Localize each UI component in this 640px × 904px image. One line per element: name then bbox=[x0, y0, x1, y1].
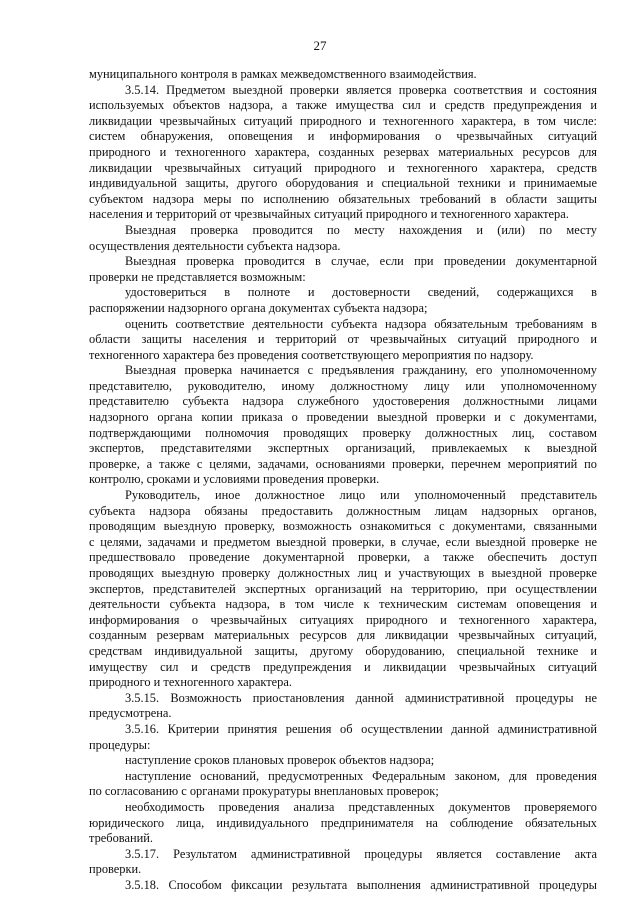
text-line: 3.5.14. Предметом выездной проверки является проверка соответствия и состояния bbox=[125, 82, 597, 97]
text-line: имуществу сил и средств предупреждения и ликвидации чрезвычайных ситуаций bbox=[89, 659, 597, 674]
text-line: проверки не представляется возможным: bbox=[89, 269, 306, 284]
text-line: населения и территорий от чрезвычайных ситуаций природного и техногенного характера. bbox=[89, 207, 569, 222]
text-line: субъектом надзора меры по исполнению обязательных требований в области защиты bbox=[89, 191, 597, 206]
text-line: субъекта надзора обязаны предоставить должностным лицам надзорных органов, bbox=[89, 503, 597, 518]
text-line: наступление оснований, предусмотренных Федеральным законом, для проведения bbox=[125, 768, 597, 783]
text-line: удостовериться в полноте и достоверности сведений, содержащихся в bbox=[125, 285, 597, 300]
text-line: по согласованию с органами прокуратуры внеплановых проверок; bbox=[89, 784, 439, 799]
text-line: созданным резервам материальных ресурсов для ликвидации чрезвычайных ситуаций, bbox=[89, 628, 597, 643]
text-line: требований. bbox=[89, 831, 153, 846]
text-line: Выездная проверка проводится в случае, если при проведении документарной bbox=[125, 254, 597, 269]
text-line: экспертов, представителей экспертных организаций на территорию, при осуществлении bbox=[89, 581, 597, 596]
text-line: распоряжении надзорного органа документах субъекта надзора; bbox=[89, 300, 428, 315]
text-line: 3.5.17. Результатом административной процедуры является составление акта bbox=[125, 846, 597, 861]
text-line: техногенного характера без проведения соответствующего мероприятия по надзору. bbox=[89, 347, 534, 362]
text-line: используемых объектов надзора, а также имущества сил и средств предупреждения и bbox=[89, 98, 597, 113]
text-line: экспертов, представителями экспертных организаций, привлекаемых к выездной bbox=[89, 441, 597, 456]
text-line: информирования о чрезвычайных ситуациях природного и техногенного характера, bbox=[89, 612, 597, 627]
text-line: индивидуальной защиты, другого оборудования и специальной техники и принимаемые bbox=[89, 176, 597, 191]
text-line: деятельности субъекта надзора, в том числе к техническим системам оповещения и bbox=[89, 597, 597, 612]
text-line: ликвидации чрезвычайных ситуаций природного и техногенного характера, средств bbox=[89, 160, 597, 175]
text-line: 3.5.15. Возможность приостановления данной административной процедуры не bbox=[125, 690, 597, 705]
text-line: юридического лица, индивидуального предпринимателя на соблюдение обязательных bbox=[89, 815, 597, 830]
text-line: представителю субъекта надзора служебного удостоверения должностными лицами bbox=[89, 394, 597, 409]
text-line: контролю, сроками и условиями проведения проверки. bbox=[89, 472, 380, 487]
text-line: проверки. bbox=[89, 862, 142, 877]
text-line: муниципального контроля в рамках межведомственного взаимодействия. bbox=[89, 67, 477, 81]
text-line: оценить соответствие деятельности субъекта надзора обязательным требованиям в bbox=[125, 316, 597, 331]
text-line: предшествовало проведение документарной проверки, а также обеспечить доступ bbox=[89, 550, 597, 565]
text-line: подтверждающими полномочия проводящих проверку должностных лиц, составом bbox=[89, 425, 597, 440]
text-line: 3.5.18. Способом фиксации результата выполнения административной процедуры bbox=[125, 877, 597, 892]
text-line: с целями, задачами и предметом выездной проверки, в случае, если выездной проверке не bbox=[89, 534, 597, 549]
text-line: необходимость проведения анализа представленных документов проверяемого bbox=[125, 799, 597, 814]
document-body bbox=[89, 67, 597, 893]
text-line: области защиты населения и территорий от чрезвычайных ситуаций природного и bbox=[89, 332, 597, 347]
text-line: наступление сроков плановых проверок объектов надзора; bbox=[125, 753, 435, 768]
text-line: систем обнаружения, оповещения и информирования о чрезвычайных ситуаций bbox=[89, 129, 597, 144]
text-line: надзорного органа копии приказа о проведении выездной проверки и с документами, bbox=[89, 410, 597, 425]
text-line: средствам индивидуальной защиты, другому оборудованию, специальной технике и bbox=[89, 643, 597, 658]
text-line: представителю, руководителю, иному должностному лицу или уполномоченному bbox=[89, 378, 597, 393]
page-number: 27 bbox=[313, 38, 327, 53]
text-line: природного и техногенного характера. bbox=[89, 675, 292, 690]
text-line: 3.5.16. Критерии принятия решения об осуществлении данной административной bbox=[125, 721, 597, 736]
text-line: проводящим выездную проверку, возможность ознакомиться с документами, связанными bbox=[89, 519, 597, 534]
text-line: проводящих выездную проверку должностных лиц и участвующих в выездной проверке bbox=[89, 566, 597, 580]
text-line: Выездная проверка проводится по месту нахождения и (или) по месту bbox=[125, 222, 597, 237]
text-line: предусмотрена. bbox=[89, 706, 172, 721]
text-line: природного и техногенного характера, созданных резервах материальных ресурсов для bbox=[89, 144, 597, 159]
text-line: проверке, а также с целями, задачами, основаниями проверки, перечнем мероприятий по bbox=[89, 456, 597, 471]
text-line: Руководитель, иное должностное лицо или уполномоченный представитель bbox=[125, 488, 597, 503]
text-line: процедуры: bbox=[89, 737, 151, 752]
text-line: Выездная проверка начинается с предъявления гражданину, его уполномоченному bbox=[125, 363, 597, 378]
text-line: осуществления деятельности субъекта надзора. bbox=[89, 238, 341, 253]
text-line: ликвидации чрезвычайных ситуаций природного и техногенного характера, в том числе: bbox=[89, 113, 597, 128]
